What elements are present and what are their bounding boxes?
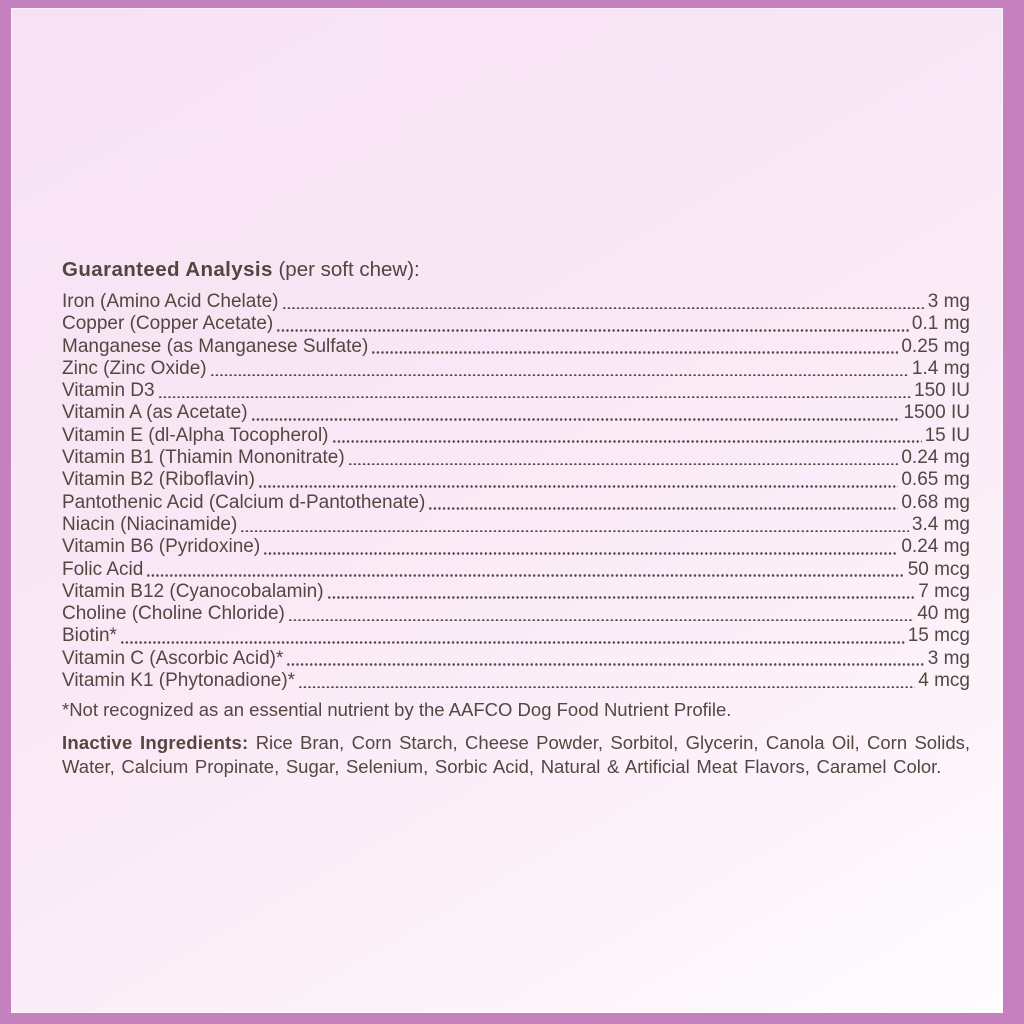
nutrient-amount: 40 mg [917, 603, 970, 625]
nutrient-row [62, 670, 970, 692]
label-body [11, 8, 1003, 1013]
nutrient-amount: 15 mcg [907, 625, 970, 647]
dot-leader [428, 507, 898, 510]
nutrient-amount: 1.4 mg [911, 357, 970, 379]
aafco-footnote: *Not recognized as an essential nutrient by the AAFCO Dog Food Nutrient Profile. [62, 699, 732, 721]
nutrient-amount: 0.24 mg [901, 536, 970, 558]
nutrient-name: Pantothenic Acid (Calcium d-Pantothenate) [62, 491, 426, 513]
dot-leader [263, 552, 898, 555]
nutrient-name: Iron (Amino Acid Chelate) [62, 291, 279, 312]
nutrient-amount: 3 mg [927, 647, 970, 669]
nutrient-row [62, 425, 970, 447]
nutrient-name: Manganese (as Manganese Sulfate) [62, 335, 369, 357]
guaranteed-analysis-title: Guaranteed Analysis [62, 258, 273, 281]
dot-leader [348, 462, 899, 465]
nutrient-amount: 7 mcg [918, 580, 970, 602]
nutrient-amount: 0.65 mg [901, 469, 970, 491]
dot-leader [240, 529, 909, 532]
nutrient-row [62, 380, 970, 402]
nutrient-amount: 150 IU [914, 380, 970, 402]
nutrient-row [62, 291, 970, 313]
dot-leader [282, 306, 925, 309]
nutrient-name: Vitamin B2 (Riboflavin) [62, 469, 255, 491]
nutrient-row [62, 469, 970, 491]
nutrient-name: Vitamin B6 (Pyridoxine) [62, 536, 261, 558]
nutrient-row [62, 536, 970, 558]
dot-leader [276, 329, 909, 332]
dot-leader [120, 641, 905, 644]
inactive-ingredients-paragraph [62, 731, 970, 778]
nutrient-amount: 50 mcg [907, 558, 970, 580]
dot-leader [258, 485, 898, 488]
nutrient-name: Copper (Copper Acetate) [62, 313, 274, 335]
nutrient-name: Vitamin B12 (Cyanocobalamin) [62, 580, 324, 602]
dot-leader [371, 351, 898, 354]
guaranteed-analysis-heading [62, 258, 970, 282]
per-soft-chew-qualifier: (per soft chew): [272, 258, 420, 281]
nutrient-row [62, 447, 970, 469]
nutrient-row [62, 514, 970, 536]
nutrient-name: Vitamin D3 [62, 380, 155, 402]
dot-leader [146, 574, 904, 577]
inactive-ingredients-label: Inactive Ingredients: [62, 732, 249, 754]
nutrient-amount: 15 IU [924, 424, 970, 446]
inactive-ingredients-text: Rice Bran, Corn Starch, Cheese Powder, Sorbitol, Glycerin, Canola Oil, Corn Solids, Water, Calcium Propinate, Sugar, Selenium, Sorbic Acid, Natural & Artificial Meat Flavors, Caramel Color. [62, 732, 970, 777]
dot-leader [251, 418, 901, 421]
nutrient-amount: 0.68 mg [901, 491, 970, 513]
nutrient-name: Vitamin A (as Acetate) [62, 402, 248, 424]
nutrient-name: Folic Acid [62, 558, 144, 580]
nutrient-name: Biotin* [62, 625, 117, 647]
nutrient-row [62, 336, 970, 358]
nutrient-amount: 3.4 mg [911, 513, 970, 535]
nutrient-row [62, 492, 970, 514]
nutrient-name: Vitamin E (dl-Alpha Tocopherol) [62, 424, 329, 446]
nutrient-amount: 0.24 mg [901, 447, 970, 469]
dot-leader [327, 596, 916, 599]
nutrient-name: Vitamin B1 (Thiamin Mononitrate) [62, 447, 345, 469]
nutrient-name: Zinc (Zinc Oxide) [62, 357, 207, 379]
nutrient-name: Vitamin C (Ascorbic Acid)* [62, 647, 284, 669]
nutrient-amount: 0.25 mg [901, 335, 970, 357]
nutrient-name: Vitamin K1 (Phytonadione)* [62, 670, 296, 692]
nutrient-row [62, 625, 970, 647]
nutrient-row [62, 648, 970, 670]
nutrient-list [62, 291, 970, 692]
nutrient-amount: 0.1 mg [911, 313, 970, 335]
nutrient-amount: 4 mcg [918, 670, 970, 692]
nutrient-row [62, 581, 970, 603]
dot-leader [286, 663, 924, 666]
dot-leader [158, 395, 911, 398]
dot-leader [288, 618, 914, 621]
dot-leader [210, 373, 909, 376]
nutrient-row [62, 358, 970, 380]
nutrient-name: Choline (Choline Chloride) [62, 603, 285, 625]
nutrient-amount: 3 mg [927, 291, 970, 312]
nutrient-row [62, 313, 970, 335]
nutrient-name: Niacin (Niacinamide) [62, 513, 238, 535]
dot-leader [332, 440, 922, 443]
nutrient-amount: 1500 IU [903, 402, 970, 424]
nutrient-row [62, 603, 970, 625]
nutrient-row [62, 559, 970, 581]
dot-leader [298, 685, 915, 688]
nutrient-row [62, 402, 970, 424]
